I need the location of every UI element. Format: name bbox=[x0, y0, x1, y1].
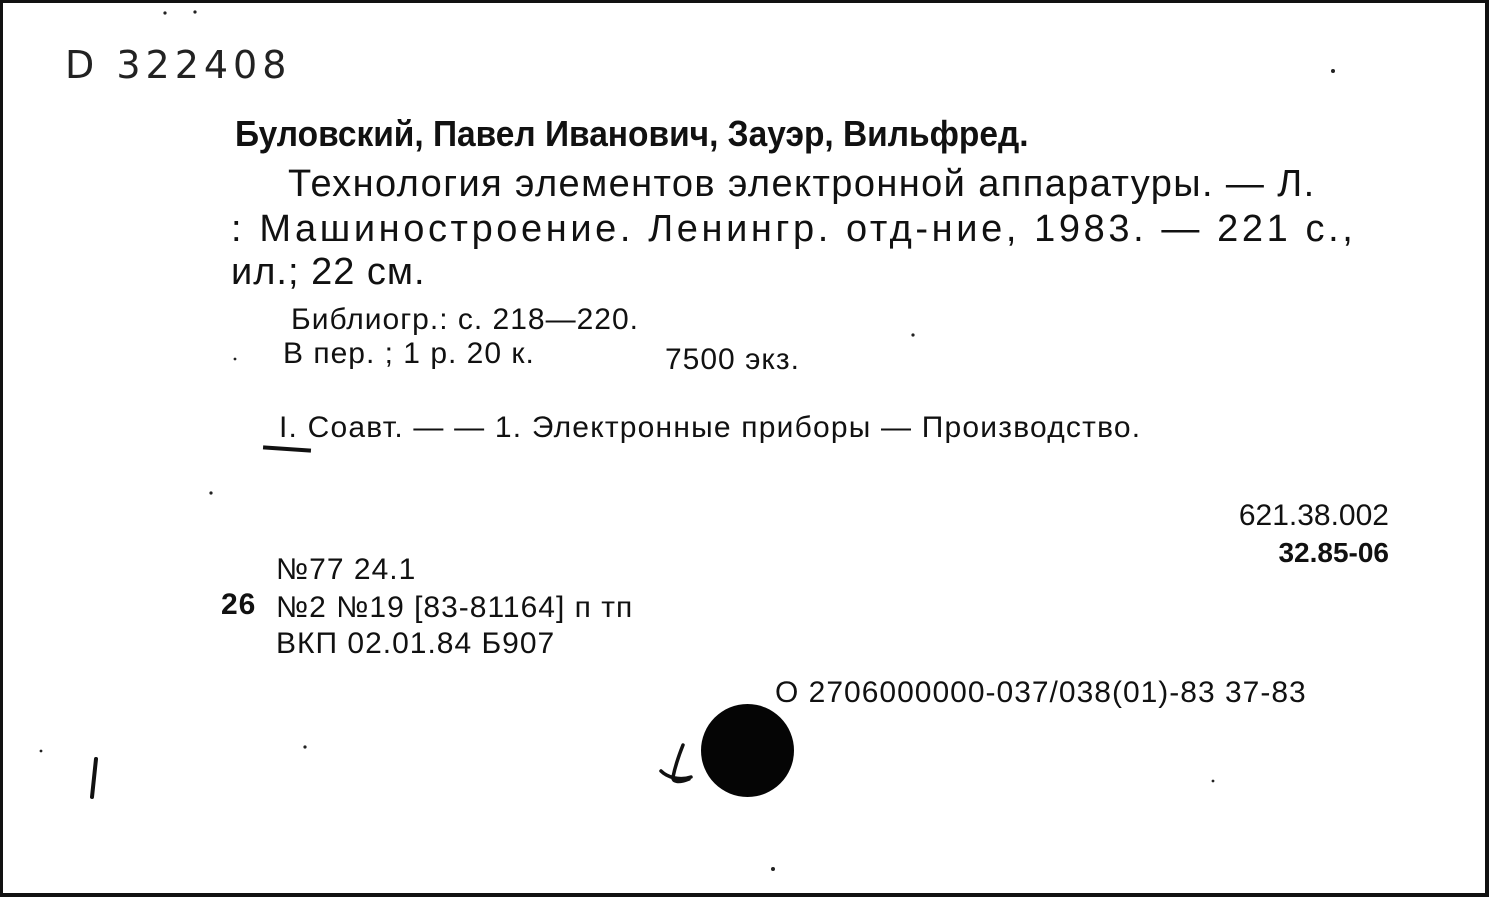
price-note: В пер. ; 1 р. 20 к. bbox=[283, 337, 535, 370]
catalog-number: D 322408 bbox=[65, 43, 292, 87]
stats-line-2: №2 №19 [83-81164] п тп bbox=[276, 591, 634, 624]
bbk-code: 32.85-06 bbox=[1278, 537, 1389, 568]
title-line-1: Технология элементов электронной аппаратуры. — Л. bbox=[288, 163, 1316, 205]
title-line-3: ил.; 22 см. bbox=[231, 251, 426, 293]
tracing-roman: I. bbox=[279, 411, 299, 444]
title-line-2: : Машиностроение. Ленингр. отд-ние, 1983. — 221 с., bbox=[231, 208, 1357, 250]
udc-code: 621.38.002 bbox=[1238, 499, 1389, 532]
speckle-marks bbox=[3, 3, 1489, 900]
isbn-line: О 2706000000-037/038(01)-83 37-83 bbox=[775, 676, 1307, 709]
stats-line-3: ВКП 02.01.84 Б907 bbox=[276, 627, 556, 660]
stats-line-1: №77 24.1 bbox=[276, 553, 417, 586]
author-heading: Буловский, Павел Иванович, Зауэр, Вильфред. bbox=[235, 113, 1029, 154]
copies-note: 7500 экз. bbox=[665, 343, 800, 376]
stats-number: 26 bbox=[221, 588, 257, 621]
tracing-subjects: Соавт. — — 1. Электронные приборы — Производство. bbox=[298, 411, 1142, 444]
bibliography-note: Библиогр.: с. 218—220. bbox=[291, 303, 639, 336]
